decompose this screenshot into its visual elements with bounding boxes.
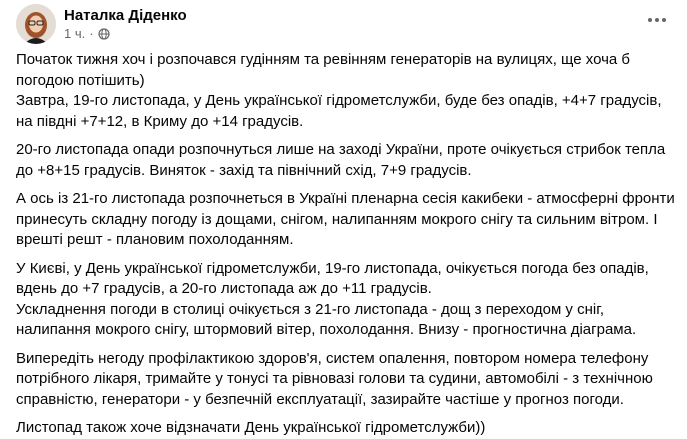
post-paragraph: Листопад також хоче відзначати День української гідрометслужби)) — [16, 419, 486, 436]
avatar-photo — [16, 4, 56, 44]
post-meta — [64, 26, 110, 42]
post-paragraph: У Києві, у День української гідрометслужби, 19-го листопада, очікується погода без опадів, вдень до +7 градусів, а 20-го листопада аж до +11 градусів. — [16, 259, 649, 297]
globe-icon — [98, 28, 110, 40]
post-paragraph: Завтра, 19-го листопада, у День української гідрометслужби, буде без опадів, +4+7 градусів, на півдні +7+12, в Криму до +14 градусів. — [16, 92, 662, 130]
post-timestamp[interactable]: 1 ч. — [64, 26, 86, 41]
more-options-icon[interactable] — [643, 10, 671, 30]
author-avatar[interactable] — [16, 4, 56, 44]
post-paragraph: Ускладнення погоди в столиці очікується з 21-го листопада - дощ з переходом у сніг, налипання мокрого снігу, штормовий вітер, похолодання. Внизу - прогностична діаграма. — [16, 300, 637, 338]
post-paragraph: А ось із 21-го листопада розпочнеться в Україні пленарна сесія какибеки - атмосферні фронти принесуть складну погоду із дощами, снігом, налипанням мокрого снігу та сильним вітром. І врешті решт - плановим похолоданням. — [16, 190, 675, 248]
post-paragraph: 20-го листопада опади розпочнуться лише на заході України, проте очікується стрибок тепла до +8+15 градусів. Виняток - захід та північний схід, 7+9 градусів. — [16, 141, 666, 179]
post-paragraph: Початок тижня хоч і розпочався гудінням та ревінням генераторів на вулицях, ще хоча б погодою потішить) — [16, 51, 630, 89]
post-paragraph: Випередіть негоду профілактикою здоров'я, систем опалення, повтором номера телефону потрібного лікаря, тримайте у тонусі та рівновазі голови та судини, автомобілі - з технічною справністю, генератори - у безпечній експлуатації, зазирайте частіше у прогноз погоди. — [16, 349, 653, 408]
meta-separator: · — [89, 26, 94, 41]
post-text — [16, 50, 676, 439]
author-name[interactable]: Наталка Діденко — [64, 7, 187, 24]
